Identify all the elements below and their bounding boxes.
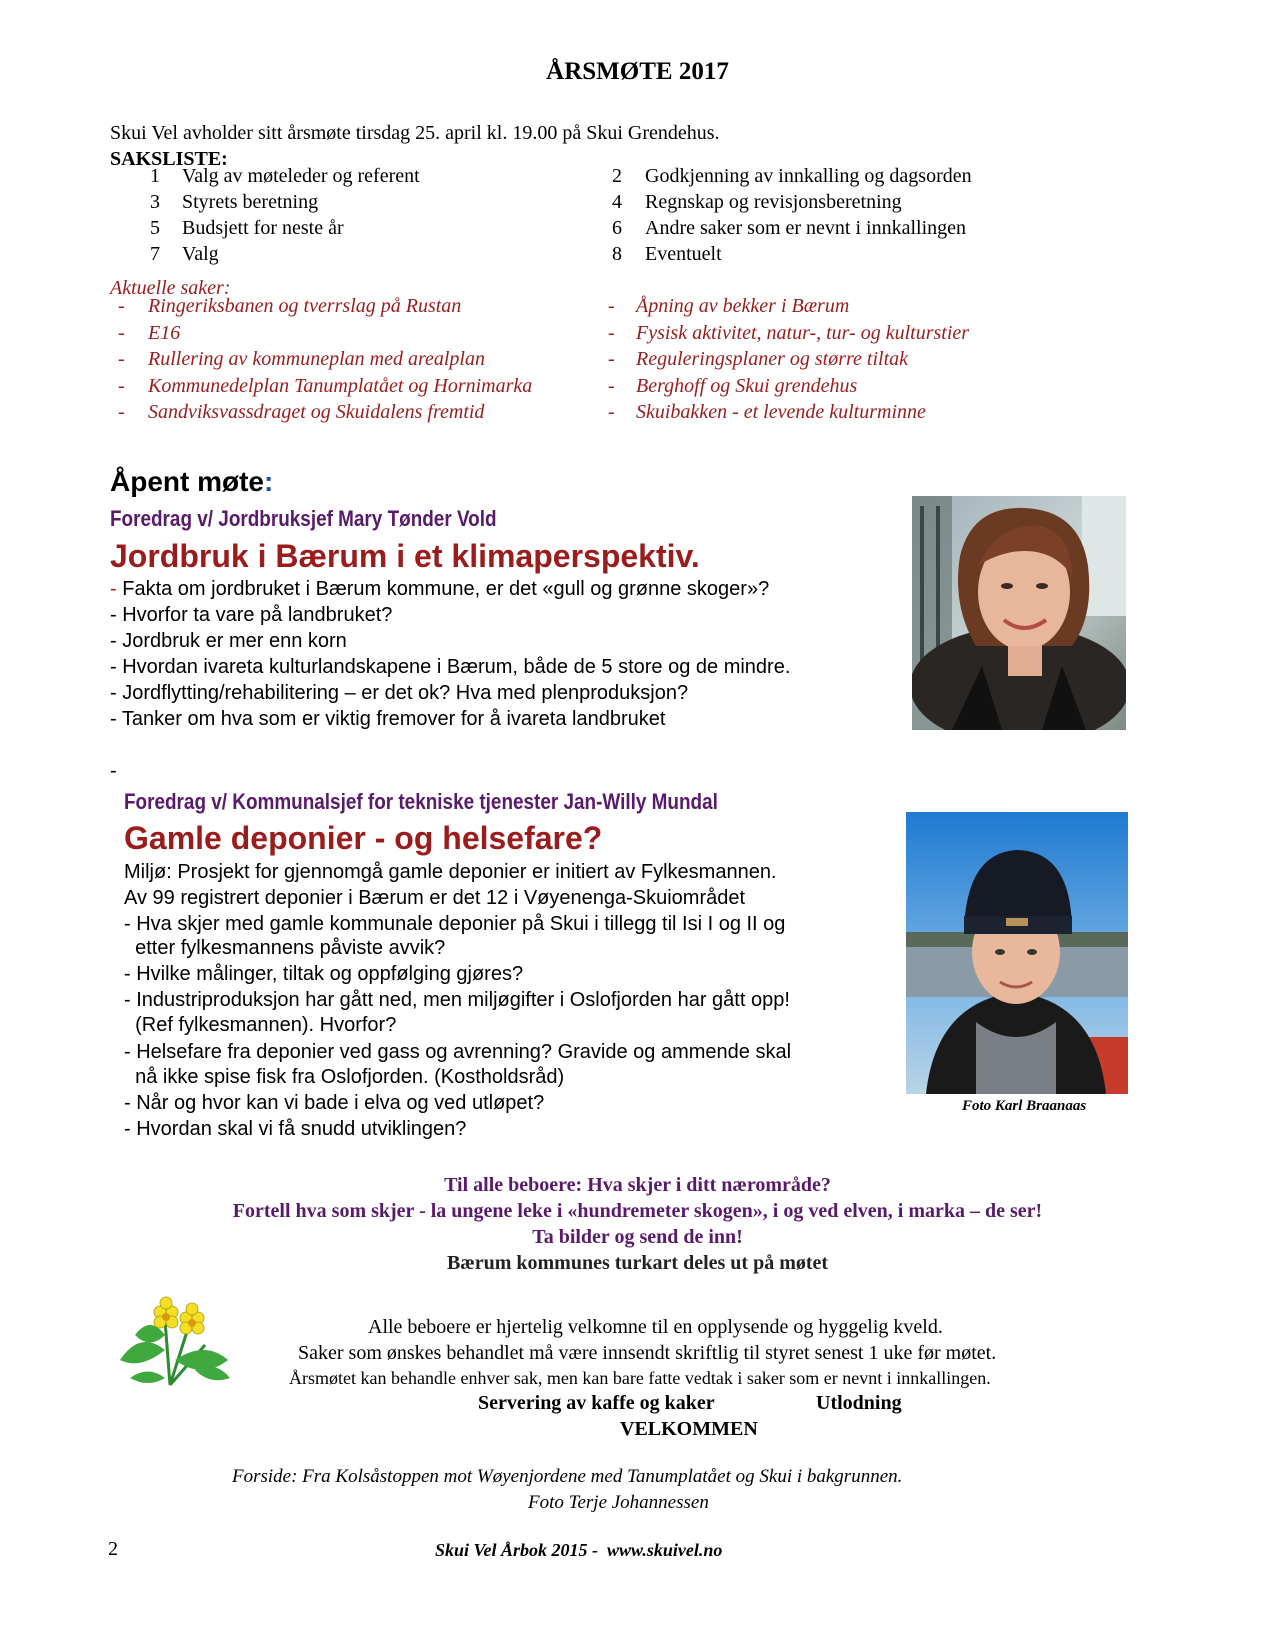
list-item-continuation: etter fylkesmannens påviste avvik? (124, 937, 446, 959)
page-number: 2 (108, 1538, 118, 1560)
forside-line-2: Foto Terje Johannessen (528, 1492, 709, 1513)
agenda-number: 3 (150, 191, 160, 213)
list-item (110, 602, 392, 628)
list-item-text: Fysisk aktivitet, natur-, tur- og kulturstier (636, 321, 970, 344)
forside-line-1: Forside: Fra Kolsåstoppen mot Wøyenjordene med Tanumplatået og Skui i bakgrunnen. (232, 1466, 903, 1487)
list-item: - Hvilke målinger, tiltak og oppfølging gjøres? (124, 963, 524, 985)
aktuelle-label: Aktuelle saker: (110, 277, 231, 299)
paragraph-line: Av 99 registrert deponier i Bærum er det 12 i Vøyenenga-Skuiområdet (124, 887, 746, 909)
agenda-text: Styrets beretning (182, 191, 319, 213)
trailing-dash: - (110, 760, 117, 782)
utlodning-text: Utlodning (816, 1392, 902, 1414)
list-item-text: E16 (148, 321, 181, 344)
talk1-speaker: Foredrag v/ Jordbruksjef Mary Tønder Vold (110, 506, 497, 531)
aktuelle-left-list (118, 293, 598, 428)
bullet-dash: - (608, 374, 615, 397)
aktuelle-right-list (608, 293, 1088, 428)
bullet-dash: - (110, 604, 117, 626)
list-item (110, 628, 347, 654)
appeal-line-3: Ta bilder og send de inn! (532, 1226, 743, 1248)
bullet-dash: - (608, 401, 615, 423)
list-item-text: Kommunedelplan Tanumplatået og Hornimarka (148, 374, 533, 397)
bullet-dash: - (110, 682, 117, 704)
agenda-left (130, 163, 590, 273)
list-item-text: Jordflytting/rehabilitering – er det ok? Hva med plenproduksjon? (122, 682, 689, 704)
list-item (110, 654, 790, 680)
page-title: ÅRSMØTE 2017 (546, 58, 729, 85)
list-item-text: Tanker om hva som er viktig fremover for å ivareta landbruket (121, 708, 666, 730)
list-item (110, 706, 665, 732)
list-item-text: Berghoff og Skui grendehus (636, 374, 858, 397)
open-meeting-colon: : (264, 466, 274, 497)
bullet-dash: - (110, 708, 117, 730)
list-item-text: Hvordan ivareta kulturlandskapene i Bærum, både de 5 store og de mindre. (122, 656, 791, 678)
open-meeting-heading (110, 466, 273, 498)
speaker2-photo (906, 812, 1128, 1094)
list-item-text: Reguleringsplaner og større tiltak (636, 348, 909, 370)
agenda-number: 7 (150, 243, 160, 265)
appeal-line-4: Bærum kommunes turkart deles ut på møtet (446, 1252, 829, 1274)
open-meeting-label: Åpent møte (110, 466, 264, 497)
agenda-text: Valg av møteleder og referent (182, 165, 420, 187)
bullet-dash: - (608, 348, 615, 370)
list-item (110, 680, 688, 706)
footer-text: Skui Vel Årbok 2015 - www.skuivel.no (435, 1540, 723, 1560)
list-item-text: Skuibakken - et levende kulturminne (636, 401, 926, 423)
welcome-line-1: Alle beboere er hjertelig velkomne til en opplysende og hyggelig kveld. (368, 1316, 943, 1338)
agenda-number: 1 (150, 165, 160, 187)
agenda-number: 6 (612, 217, 622, 239)
bullet-dash: - (118, 321, 125, 344)
agenda-text: Godkjenning av innkalling og dagsorden (645, 165, 972, 187)
speaker1-photo (912, 496, 1126, 730)
list-item: - Hvordan skal vi få snudd utviklingen? (124, 1118, 467, 1140)
agenda-number: 8 (612, 243, 622, 265)
bullet-dash: - (110, 630, 117, 652)
talk1-headline: Jordbruk i Bærum i et klimaperspektiv. (110, 538, 700, 574)
flower-icon (110, 1290, 240, 1390)
agenda-number: 5 (150, 217, 160, 239)
bullet-dash: - (608, 295, 615, 317)
bullet-dash: - (110, 656, 117, 678)
agenda-text: Eventuelt (645, 243, 722, 265)
bullet-dash: - (118, 295, 125, 317)
bullet-dash: - (118, 374, 125, 397)
welcome-line-3: Årsmøtet kan behandle enhver sak, men kan bare fatte vedtak i saker som er nevnt i innkallingen. (289, 1368, 991, 1388)
talk2-headline: Gamle deponier - og helsefare? (124, 820, 603, 856)
agenda-text: Valg (182, 243, 219, 265)
bullet-dash: - (118, 348, 125, 370)
list-item-text: Fakta om jordbruket i Bærum kommune, er det «gull og grønne skoger»? (122, 578, 770, 600)
list-item-text: Ringeriksbanen og tverrslag på Rustan (148, 295, 462, 317)
speaker1-photo-art (912, 496, 1126, 730)
intro-text: Skui Vel avholder sitt årsmøte tirsdag 25. april kl. 19.00 på Skui Grendehus. (110, 122, 720, 144)
list-item-text: Jordbruk er mer enn korn (122, 630, 347, 652)
list-item-text: Rullering av kommuneplan med arealplan (148, 348, 485, 370)
list-item: - Industriproduksjon har gått ned, men miljøgifter i Oslofjorden har gått opp! (124, 989, 790, 1011)
sakliste-label: SAKSLISTE: (110, 148, 228, 170)
appeal-line-1: Til alle beboere: Hva skjer i ditt nærområde? (444, 1174, 831, 1196)
welcome-line-2: Saker som ønskes behandlet må være innsendt skriftlig til styret senest 1 uke før møtet. (298, 1342, 997, 1364)
list-item-text: Sandviksvassdraget og Skuidalens fremtid (148, 401, 485, 423)
talk1-bullet-list (110, 576, 910, 736)
bullet-dash: - (608, 321, 615, 344)
bullet-dash: - (110, 578, 117, 600)
agenda-right (592, 163, 1072, 273)
bullet-dash: - (118, 401, 125, 423)
photo-caption: Foto Karl Braanaas (962, 1098, 1087, 1114)
agenda-number: 2 (612, 165, 622, 187)
serving-text: Servering av kaffe og kaker (478, 1392, 715, 1414)
list-item (110, 576, 769, 602)
agenda-number: 4 (612, 191, 622, 213)
flower-illustration (110, 1290, 240, 1390)
list-item-text: Åpning av bekker i Bærum (636, 295, 850, 317)
list-item-continuation: nå ikke spise fisk fra Oslofjorden. (Kostholdsråd) (124, 1066, 565, 1088)
agenda-text: Budsjett for neste år (182, 217, 344, 239)
talk2-text (124, 859, 904, 1149)
speaker2-photo-art (906, 812, 1128, 1094)
list-item: - Når og hvor kan vi bade i elva og ved utløpet? (124, 1092, 545, 1114)
talk2-speaker: Foredrag v/ Kommunalsjef for tekniske tjenester Jan-Willy Mundal (124, 789, 718, 814)
agenda-text: Regnskap og revisjonsberetning (645, 191, 902, 213)
appeal-line-2: Fortell hva som skjer - la ungene leke i «hundremeter skogen», i og ved elven, i marka – de ser! (232, 1200, 1043, 1222)
velkommen-text: VELKOMMEN (620, 1418, 758, 1440)
list-item: - Helsefare fra deponier ved gass og avrenning? Gravide og ammende skal (124, 1041, 792, 1063)
list-item-continuation: (Ref fylkesmannen). Hvorfor? (124, 1014, 397, 1036)
paragraph-line: Miljø: Prosjekt for gjennomgå gamle deponier er initiert av Fylkesmannen. (124, 861, 777, 883)
list-item: - Hva skjer med gamle kommunale deponier på Skui i tillegg til Isi I og II og (124, 913, 786, 935)
list-item-text: Hvorfor ta vare på landbruket? (122, 604, 393, 626)
agenda-text: Andre saker som er nevnt i innkallingen (645, 217, 967, 239)
